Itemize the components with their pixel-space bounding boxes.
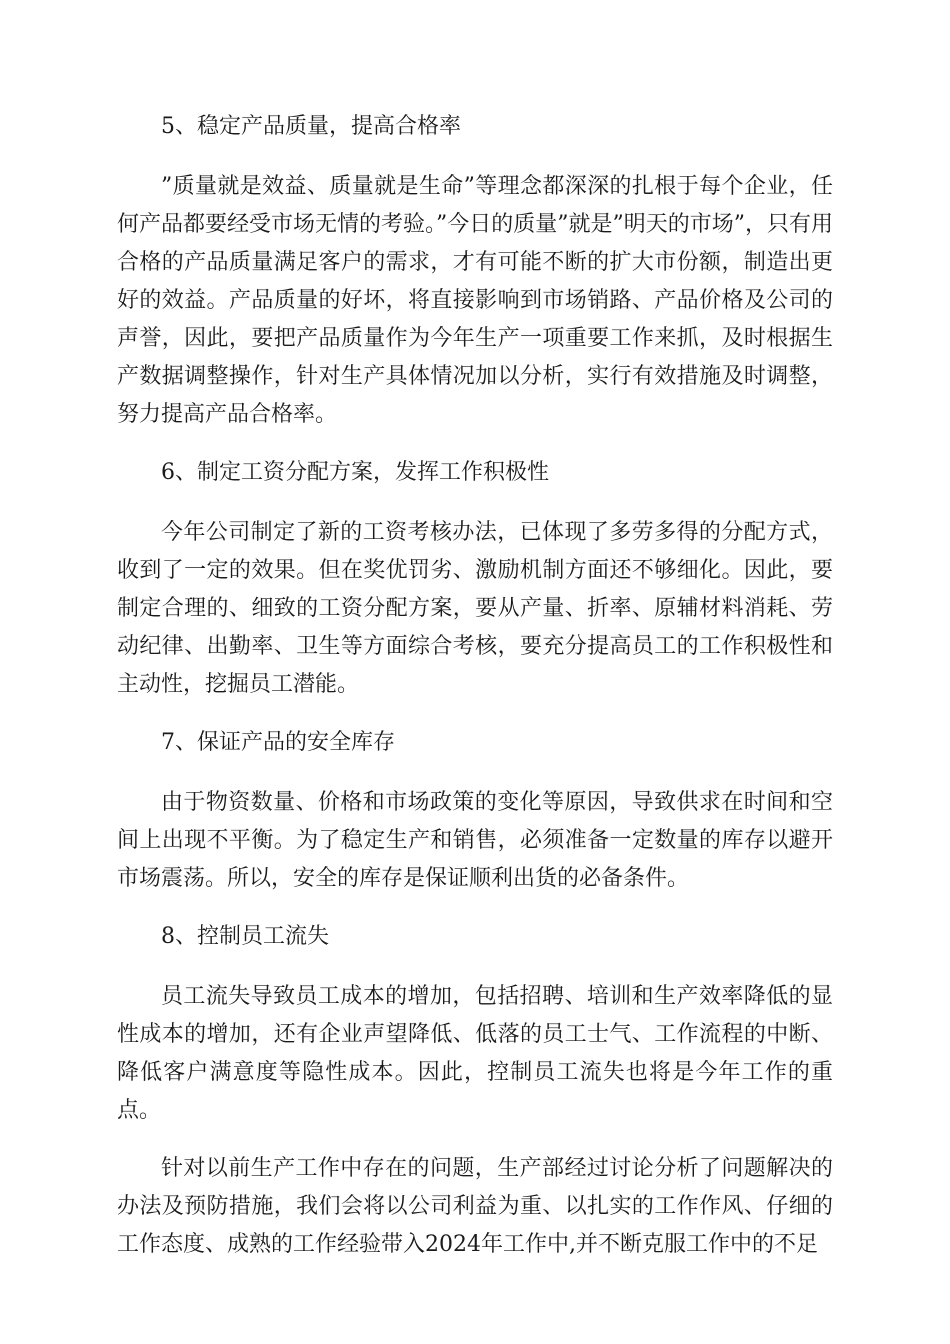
section-heading-7: 7、保证产品的安全库存 — [161, 730, 395, 755]
closing-paragraph: 针对以前生产工作中存在的问题，生产部经过讨论分析了问题解决的办法及预防措施，我们会将以公司利益为重、以扎实的工作作风、仔细的工作态度、成熟的工作经验带入2024年工作中,并不断克服工作中的不足 — [117, 1156, 833, 1257]
section-paragraph-5: ”质量就是效益、质量就是生命”等理念都深深的扎根于每个企业，任何产品都要经受市场无情的考验。”今日的质量”就是”明天的市场”，只有用合格的产品质量满足客户的需求，才有可能不断的扩大市份额，制造出更好的效益。产品质量的好坏，将直接影响到市场销路、产品价格及公司的声誉，因此，要把产品质量作为今年生产一项重要工作来抓，及时根据生产数据调整操作，针对生产具体情况加以分析，实行有效措施及时调整，努力提高产品合格率。 — [117, 174, 833, 427]
document-body — [117, 108, 833, 1264]
section-heading-8: 8、控制员工流失 — [161, 924, 329, 949]
section-paragraph-8: 员工流失导致员工成本的增加，包括招聘、培训和生产效率降低的显性成本的增加，还有企业声望降低、低落的员工士气、工作流程的中断、降低客户满意度等隐性成本。因此，控制员工流失也将是今年工作的重点。 — [117, 984, 833, 1123]
section-heading-5: 5、稳定产品质量，提高合格率 — [161, 114, 461, 139]
section-paragraph-6: 今年公司制定了新的工资考核办法，已体现了多劳多得的分配方式，收到了一定的效果。但在奖优罚劣、激励机制方面还不够细化。因此，要制定合理的、细致的工资分配方案，要从产量、折率、原辅材料消耗、劳动纪律、出勤率、卫生等方面综合考核，要充分提高员工的工作积极性和主动性，挖掘员工潜能。 — [117, 520, 833, 697]
section-paragraph-7: 由于物资数量、价格和市场政策的变化等原因，导致供求在时间和空间上出现不平衡。为了稳定生产和销售，必须准备一定数量的库存以避开市场震荡。所以，安全的库存是保证顺利出货的必备条件。 — [117, 790, 833, 891]
section-heading-6: 6、制定工资分配方案，发挥工作积极性 — [161, 460, 549, 485]
